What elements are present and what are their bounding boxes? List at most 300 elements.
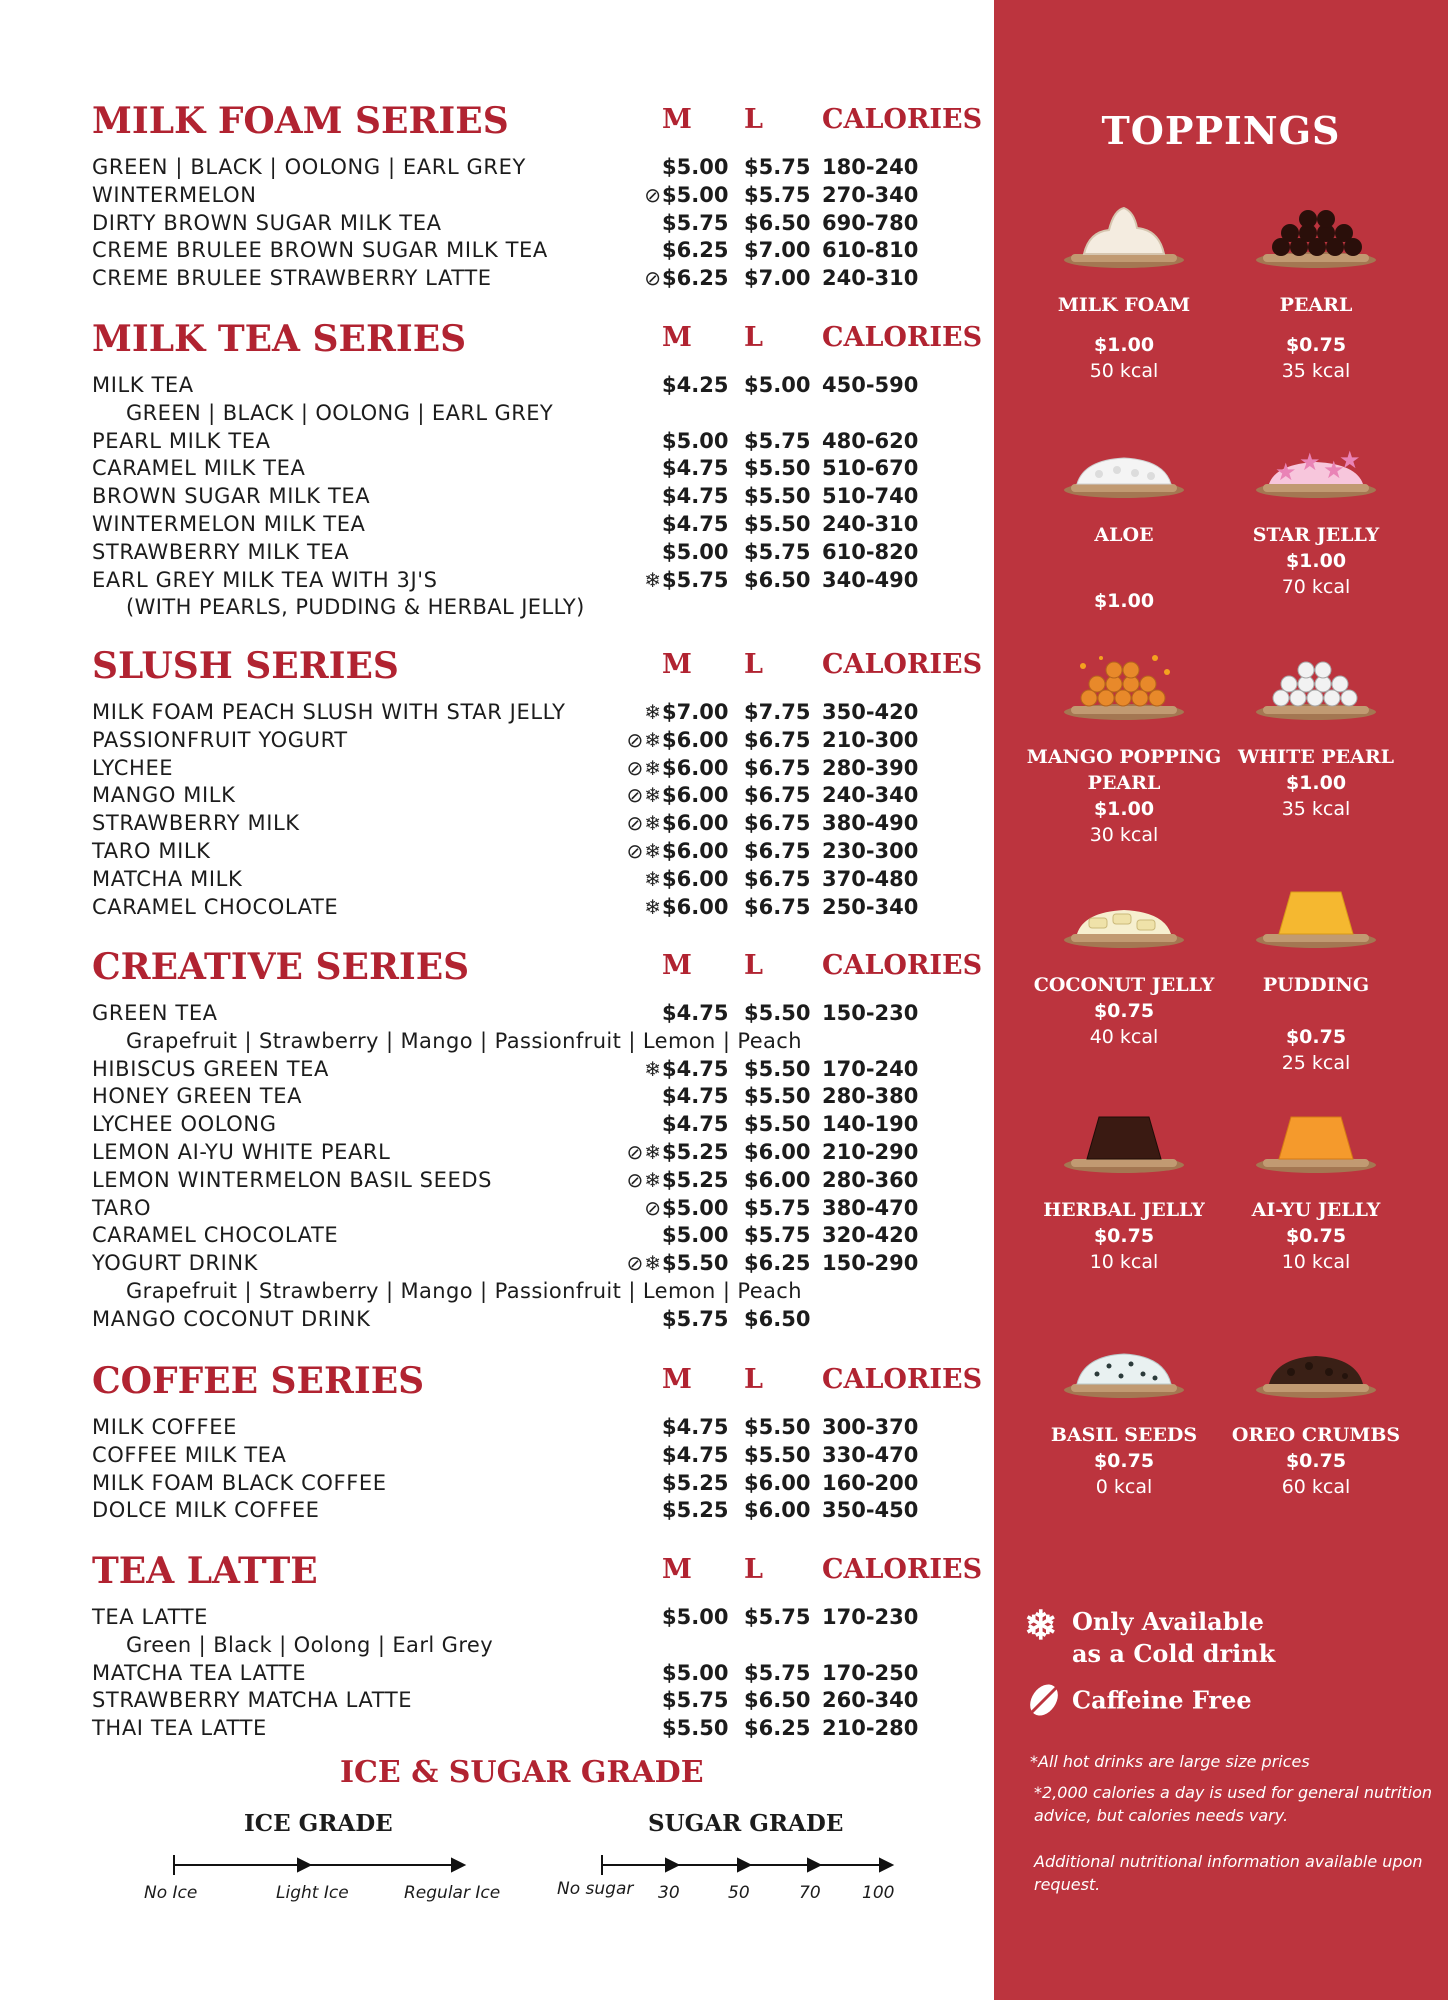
price-large: $6.75 [744,783,811,808]
price-medium: $5.00 [662,539,729,564]
price-large: $6.25 [744,1716,811,1741]
price-large: $6.00 [744,1139,811,1164]
herbal-jelly-icon [1059,1105,1189,1185]
item-icons: ⊘❄ [626,838,662,863]
section-title: CREATIVE SERIES [92,946,470,988]
price-medium: $6.25 [662,238,729,263]
item-name: LEMON AI-YU WHITE PEARL [92,1139,391,1164]
section-title: TEA LATTE [92,1550,318,1592]
pearl-icon [1251,200,1381,280]
menu-subline [0,594,994,622]
topping-oreo-crumbs [1216,1330,1416,1500]
column-calories-header: CALORIES [822,649,983,680]
price-medium: $4.75 [662,456,729,481]
item-icons: ⊘ [644,266,662,291]
toppings-panel [994,0,1448,2000]
legend-cold-line1: Only Available [1072,1607,1264,1636]
menu-item [0,1222,994,1250]
item-name: TARO MILK [92,838,211,863]
item-name: MANGO MILK [92,783,236,808]
item-calories: 380-490 [822,811,919,836]
item-name: CARAMEL CHOCOLATE [92,894,339,919]
menu-subline [0,400,994,428]
item-calories: 320-420 [822,1223,919,1248]
legend-caffeine-free: Caffeine Free [1072,1685,1252,1715]
item-name: THAI TEA LATTE [92,1716,267,1741]
item-name: CARAMEL MILK TEA [92,456,306,481]
topping-name: STAR JELLY [1252,524,1380,546]
item-name: STRAWBERRY MILK [92,811,300,836]
item-calories: 170-230 [822,1605,919,1629]
column-calories-header: CALORIES [822,1364,983,1395]
price-large: $5.50 [744,1056,811,1081]
item-calories: 180-240 [822,155,919,179]
price-large: $6.75 [744,894,811,919]
price-large: $6.75 [744,866,811,891]
topping-name: PUDDING [1262,974,1370,996]
price-medium: $6.00 [662,755,729,780]
price-large: $7.75 [744,700,811,724]
price-large: $6.75 [744,838,811,863]
topping-kcal: 50 kcal [1089,360,1159,382]
item-calories: 280-360 [822,1167,919,1192]
item-icons: ⊘❄ [626,811,662,836]
item-calories: 510-670 [822,456,919,481]
column-m-header: M [662,1554,692,1585]
item-calories: 250-340 [822,894,919,919]
topping-price: $0.75 [1285,1450,1347,1472]
column-l-header: L [744,322,763,353]
price-large: $5.50 [744,456,811,481]
topping-kcal: 10 kcal [1089,1251,1159,1273]
ai-yu-jelly-icon [1251,1105,1381,1185]
topping-white-pearl [1216,652,1416,822]
topping-name: MANGO POPPING PEARL [1026,746,1222,794]
note-calories: *2,000 calories a day is used for general nutrition advice, but calories needs vary. [1034,1783,1433,1825]
item-name: COFFEE MILK TEA [92,1442,287,1467]
price-large: $5.75 [744,539,811,564]
item-calories: 480-620 [822,428,919,453]
menu-item [0,1111,994,1139]
item-name: WINTERMELON MILK TEA [92,511,366,536]
item-name: PASSIONFRUIT YOGURT [92,727,348,752]
price-large: $7.00 [744,266,811,291]
topping-kcal: 0 kcal [1095,1476,1153,1498]
menu-subline [0,1028,994,1056]
column-l-header: L [744,104,763,135]
item-calories: 510-740 [822,484,919,509]
aloe-icon [1059,430,1189,510]
sugar-label: 100 [862,1883,895,1903]
menu-item [0,727,994,755]
topping-kcal: 35 kcal [1281,360,1351,382]
item-icons: ⊘ [644,182,662,207]
item-calories: 340-490 [822,567,919,592]
price-medium: $4.25 [662,373,729,397]
price-medium: $5.00 [662,182,729,207]
price-large: $5.75 [744,1195,811,1220]
price-medium: $6.00 [662,783,729,808]
topping-price: $1.00 [1285,772,1347,794]
item-name: MILK FOAM BLACK COFFEE [92,1470,387,1495]
topping-coconut-jelly [1024,880,1224,1050]
item-name: MILK FOAM PEACH SLUSH WITH STAR JELLY [92,700,566,724]
item-name: Green | Black | Oolong | Earl Grey [126,1632,494,1657]
column-l-header: L [744,950,763,981]
price-large: $5.50 [744,1001,811,1025]
price-medium: $5.25 [662,1498,729,1523]
price-large: $5.50 [744,1442,811,1467]
column-calories-header: CALORIES [822,950,983,981]
topping-kcal: 25 kcal [1281,1052,1351,1074]
ice-scale-arrow [452,1859,464,1871]
price-large: $6.50 [744,1306,811,1331]
price-medium: $5.00 [662,1195,729,1220]
item-name: MATCHA TEA LATTE [92,1660,307,1685]
price-large: $5.50 [744,511,811,536]
item-icons: ❄ [644,700,662,724]
legend-cold-line2: as a Cold drink [1072,1639,1276,1668]
item-name: Grapefruit | Strawberry | Mango | Passionfruit | Lemon | Peach [126,1028,802,1053]
price-large: $5.50 [744,1084,811,1109]
topping-milk-foam [1024,200,1224,384]
item-name: PEARL MILK TEA [92,428,271,453]
ice-grade-heading: ICE GRADE [244,1810,393,1837]
item-calories: 140-190 [822,1112,919,1137]
topping-kcal: 40 kcal [1089,1026,1159,1048]
item-calories: 330-470 [822,1442,919,1467]
item-name: (WITH PEARLS, PUDDING & HERBAL JELLY) [126,595,585,620]
item-name: DIRTY BROWN SUGAR MILK TEA [92,210,442,235]
topping-price: $1.00 [1093,334,1155,356]
menu-item [0,1497,994,1525]
topping-pudding [1216,880,1416,1076]
item-icons: ⊘❄ [626,1251,662,1276]
price-large: $6.25 [744,1251,811,1276]
price-medium: $5.00 [662,155,729,179]
cold-only-legend [1024,1602,1276,1670]
topping-price: $1.00 [1285,550,1347,572]
toppings-title: TOPPINGS [1101,108,1341,153]
price-medium: $4.75 [662,484,729,509]
column-l-header: L [744,1554,763,1585]
topping-price: $0.75 [1285,1225,1347,1247]
item-name: HONEY GREEN TEA [92,1084,303,1109]
item-calories: 280-390 [822,755,919,780]
item-calories: 610-820 [822,539,919,564]
price-medium: $6.00 [662,811,729,836]
price-large: $5.75 [744,1660,811,1685]
sugar-label: 50 [728,1883,750,1903]
price-medium: $6.25 [662,266,729,291]
price-medium: $6.00 [662,727,729,752]
menu-rows [0,699,994,921]
menu-subline [0,1278,994,1306]
price-medium: $5.00 [662,1660,729,1685]
item-icons: ⊘ [644,1195,662,1220]
item-name: CREME BRULEE BROWN SUGAR MILK TEA [92,238,548,263]
item-icons: ⊘❄ [626,783,662,808]
white-pearl-icon [1251,652,1381,732]
item-name: EARL GREY MILK TEA WITH 3J'S [92,567,438,592]
item-calories: 270-340 [822,182,919,207]
item-calories: 170-250 [822,1660,919,1685]
item-calories: 230-300 [822,838,919,863]
ice-scale-arrow [298,1859,310,1871]
topping-price: $0.75 [1093,1000,1155,1022]
price-medium: $4.75 [662,1442,729,1467]
topping-aloe [1024,430,1224,614]
price-large: $6.50 [744,1688,811,1713]
price-medium: $4.75 [662,1001,729,1025]
price-medium: $6.00 [662,838,729,863]
item-name: HIBISCUS GREEN TEA [92,1056,330,1081]
item-calories: 370-480 [822,866,919,891]
column-m-header: M [662,1364,692,1395]
item-name: MATCHA MILK [92,866,243,891]
pudding-icon [1251,880,1381,960]
topping-price: $0.75 [1285,334,1347,356]
item-calories: 610-810 [822,238,919,263]
topping-name: ALOE [1094,524,1154,546]
price-medium: $5.50 [662,1716,729,1741]
item-name: Grapefruit | Strawberry | Mango | Passionfruit | Lemon | Peach [126,1278,802,1303]
menu-item [0,511,994,539]
price-large: $5.75 [744,1605,811,1629]
price-medium: $5.25 [662,1139,729,1164]
price-medium: $5.75 [662,1306,729,1331]
topping-kcal: 60 kcal [1281,1476,1351,1498]
item-calories: 280-380 [822,1084,919,1109]
sugar-grade-heading: SUGAR GRADE [648,1810,844,1837]
item-name: LYCHEE [92,755,174,780]
menu-rows [0,372,994,622]
price-medium: $5.00 [662,428,729,453]
item-name: DOLCE MILK COFFEE [92,1498,320,1523]
menu-item [0,237,994,265]
section-title: COFFEE SERIES [92,1360,425,1402]
ice-sugar-grade [0,1755,994,1925]
price-medium: $5.75 [662,1688,729,1713]
price-large: $6.00 [744,1470,811,1495]
sugar-scale-arrow [738,1859,750,1871]
coconut-jelly-icon [1059,880,1189,960]
menu-subline [0,1632,994,1660]
column-calories-header: CALORIES [822,1554,983,1585]
menu-rows [0,1604,994,1743]
price-large: $6.75 [744,755,811,780]
menu-item [0,1715,994,1743]
menu-item [0,154,994,182]
item-calories: 300-370 [822,1415,919,1439]
price-large: $5.50 [744,484,811,509]
item-icons: ⊘❄ [626,755,662,780]
price-medium: $5.00 [662,1223,729,1248]
menu-item [0,1000,994,1028]
svg-text:★: ★ [1299,448,1321,476]
price-medium: $5.25 [662,1470,729,1495]
topping-name: OREO CRUMBS [1231,1424,1401,1446]
menu-item [0,1250,994,1278]
item-name: LYCHEE OOLONG [92,1112,277,1137]
price-medium: $4.75 [662,1084,729,1109]
svg-text:★: ★ [1323,456,1345,484]
topping-name: BASIL SEEDS [1050,1424,1198,1446]
price-large: $5.00 [744,373,811,397]
price-large: $5.75 [744,1223,811,1248]
topping-price: $0.75 [1093,1225,1155,1247]
item-icons: ⊘❄ [626,1139,662,1164]
item-name: STRAWBERRY MATCHA LATTE [92,1688,413,1713]
oreo-crumbs-icon [1251,1330,1381,1410]
price-medium: $4.75 [662,511,729,536]
price-large: $6.00 [744,1167,811,1192]
sugar-scale-arrow [808,1859,820,1871]
menu-rows [0,1000,994,1334]
price-medium: $5.50 [662,1251,729,1276]
star-jelly-icon [1251,430,1381,510]
price-large: $6.75 [744,811,811,836]
column-m-header: M [662,649,692,680]
item-calories: 210-280 [822,1716,919,1741]
item-name: GREEN | BLACK | OOLONG | EARL GREY [92,155,526,179]
price-medium: $6.00 [662,866,729,891]
price-large: $5.50 [744,1415,811,1439]
price-large: $7.00 [744,238,811,263]
item-name: TARO [92,1195,152,1220]
menu-item [0,1306,994,1334]
column-l-header: L [744,649,763,680]
item-icons: ⊘❄ [626,727,662,752]
item-calories: 450-590 [822,373,919,397]
column-m-header: M [662,322,692,353]
menu-item [0,838,994,866]
topping-mango-popping-pearl [1024,652,1224,848]
topping-name: PEARL [1279,294,1353,316]
note-hot-drinks: *All hot drinks are large size prices [1030,1752,1310,1771]
menu-rows [0,154,994,293]
item-calories: 690-780 [822,210,919,235]
section-title: SLUSH SERIES [92,645,399,687]
price-medium: $5.00 [662,1605,729,1629]
svg-text:★: ★ [1275,458,1297,486]
price-large: $6.00 [744,1498,811,1523]
column-m-header: M [662,950,692,981]
grade-title: ICE & SUGAR GRADE [340,1755,704,1790]
item-calories: 240-310 [822,511,919,536]
menu-item [0,866,994,894]
menu-item [0,755,994,783]
price-large: $5.50 [744,1112,811,1137]
topping-name: MILK FOAM [1057,294,1191,316]
topping-kcal: 35 kcal [1281,798,1351,820]
item-name: GREEN TEA [92,1001,218,1025]
topping-price: $0.75 [1093,1450,1155,1472]
column-m-header: M [662,104,692,135]
item-calories: 260-340 [822,1688,919,1713]
item-name: MANGO COCONUT DRINK [92,1306,371,1331]
sugar-scale-arrow [666,1859,678,1871]
menu-item [0,483,994,511]
menu-item [0,1167,994,1195]
foam-icon [1059,200,1189,280]
topping-kcal: 70 kcal [1281,576,1351,598]
price-medium: $5.75 [662,567,729,592]
menu-item [0,1442,994,1470]
menu-item [0,1687,994,1715]
price-large: $5.75 [744,428,811,453]
item-name: BROWN SUGAR MILK TEA [92,484,371,509]
topping-star-jelly [1216,430,1416,600]
menu-item [0,428,994,456]
section-title: MILK TEA SERIES [92,318,467,360]
item-icons: ❄ [644,1056,662,1081]
note-additional: Additional nutritional information available upon request. [1034,1852,1423,1894]
item-name: CREME BRULEE STRAWBERRY LATTE [92,266,492,291]
topping-pearl [1216,200,1416,384]
price-medium: $6.00 [662,894,729,919]
svg-text:★: ★ [1339,446,1361,474]
menu-item [0,1139,994,1167]
caffeine-free-icon [1024,1680,1064,1720]
item-calories: 240-340 [822,783,919,808]
item-calories: 150-230 [822,1001,919,1025]
sugar-label: 70 [799,1883,821,1903]
item-icons: ⊘❄ [626,1167,662,1192]
menu-item [0,1056,994,1084]
menu-item [0,699,994,727]
topping-ai-yu-jelly [1216,1105,1416,1275]
price-large: $6.50 [744,567,811,592]
item-name: LEMON WINTERMELON BASIL SEEDS [92,1167,493,1192]
price-medium: $4.75 [662,1415,729,1439]
topping-kcal: 30 kcal [1089,824,1159,846]
item-calories: 350-420 [822,700,919,724]
topping-price: $1.00 [1093,798,1155,820]
price-medium: $5.75 [662,210,729,235]
menu-item [0,810,994,838]
topping-basil-seeds [1024,1330,1224,1500]
item-icons: ❄ [644,567,662,592]
item-name: YOGURT DRINK [92,1251,259,1276]
price-large: $6.50 [744,210,811,235]
ice-label: No Ice [144,1883,198,1903]
item-calories: 210-290 [822,1139,919,1164]
price-medium: $4.75 [662,1112,729,1137]
item-name: GREEN | BLACK | OOLONG | EARL GREY [126,400,554,425]
popping-pearl-icon [1059,652,1189,732]
item-calories: 350-450 [822,1498,919,1523]
price-medium: $5.25 [662,1167,729,1192]
menu-item [0,782,994,810]
item-icons: ❄ [644,866,662,891]
menu-item [0,210,994,238]
caffeine-free-legend [1024,1680,1252,1720]
basil-seeds-icon [1059,1330,1189,1410]
topping-name: HERBAL JELLY [1043,1199,1205,1221]
menu-item [0,1083,994,1111]
item-name: STRAWBERRY MILK TEA [92,539,350,564]
topping-price: $0.75 [1285,1026,1347,1048]
price-large: $5.75 [744,182,811,207]
column-l-header: L [744,1364,763,1395]
menu-item [0,265,994,293]
snowflake-icon: ❄ [1024,1602,1058,1649]
item-name: MILK COFFEE [92,1415,237,1439]
topping-name: WHITE PEARL [1237,746,1395,768]
item-calories: 170-240 [822,1056,919,1081]
menu-item [0,182,994,210]
